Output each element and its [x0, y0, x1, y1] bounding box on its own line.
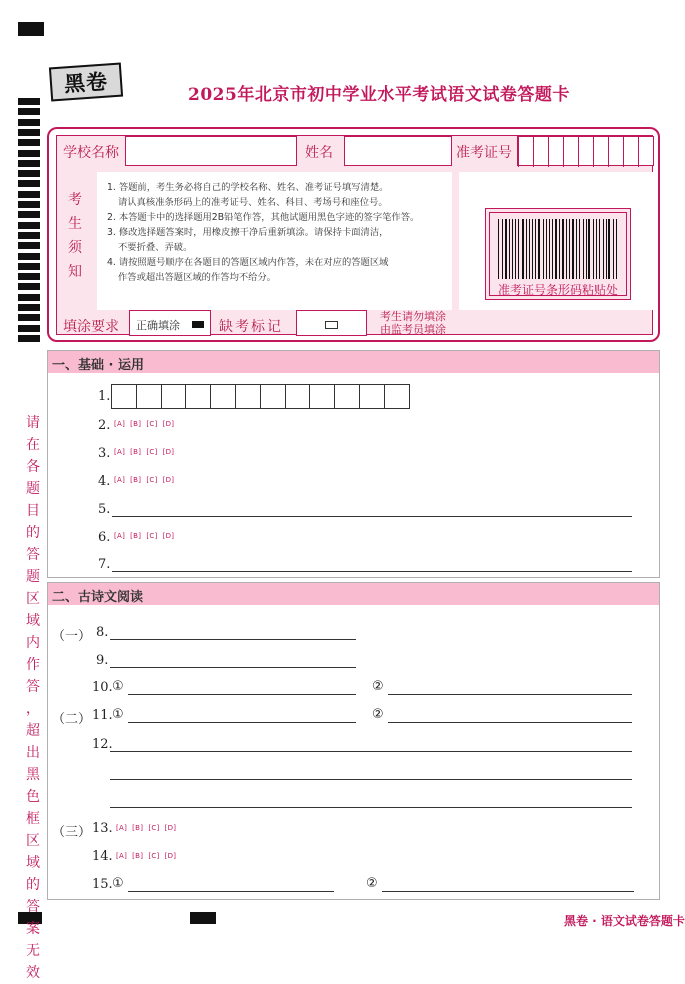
timing-mark [18, 170, 40, 177]
question-number: 7. [98, 557, 111, 572]
vertical-char: 色 [26, 789, 40, 805]
choice-options[interactable] [114, 532, 174, 540]
timing-mark [18, 191, 40, 198]
name-input[interactable] [344, 136, 452, 166]
vertical-char: 效 [26, 965, 40, 981]
exam-no-digit [518, 137, 533, 167]
grid-cell[interactable] [210, 384, 236, 409]
barcode-icon [498, 219, 618, 279]
vertical-char: 答 [26, 679, 40, 695]
barcode-bar [522, 219, 524, 279]
timing-mark [18, 211, 40, 218]
question-number: 6. [98, 530, 111, 545]
barcode-bar [529, 219, 530, 279]
barcode-bar [535, 219, 536, 279]
answer-line[interactable] [110, 779, 632, 780]
grid-cell[interactable] [161, 384, 187, 409]
timing-mark [18, 335, 40, 342]
barcode-sticker-zone [485, 208, 631, 300]
barcode-bar [583, 219, 584, 279]
vertical-char: 题 [26, 481, 40, 497]
vertical-char: 目 [26, 503, 40, 519]
choice-options[interactable] [114, 476, 174, 484]
circle-two: ② [372, 707, 384, 722]
timing-mark [18, 263, 40, 270]
footer-label: 黑卷 · 语文试卷答题卡 [564, 914, 685, 928]
proctor-note-line: 考生请勿填涂 [380, 310, 446, 323]
barcode-bar [549, 219, 550, 279]
barcode-bar [603, 219, 604, 279]
choice-d[interactable]: [D] [164, 852, 177, 860]
vertical-char: 生 [68, 216, 82, 232]
exam-no-digit [548, 137, 563, 167]
barcode-bar [509, 219, 510, 279]
vertical-char: 案 [26, 921, 40, 937]
choice-c[interactable]: [C] [146, 476, 158, 484]
circle-one: ① [112, 707, 124, 722]
timing-mark [18, 108, 40, 115]
choice-b[interactable]: [B] [130, 476, 142, 484]
circle-one: ① [112, 679, 124, 694]
school-input[interactable] [125, 136, 297, 166]
choice-b[interactable]: [B] [132, 852, 144, 860]
vertical-char: 黑 [26, 767, 40, 783]
barcode-bar [579, 219, 580, 279]
timing-mark [18, 139, 40, 146]
grid-cell[interactable] [136, 384, 162, 409]
choice-c[interactable]: [C] [148, 852, 160, 860]
exam-no-digit [608, 137, 623, 167]
instruction-line: 不要折叠、弄破。 [118, 242, 193, 253]
timing-mark [18, 98, 40, 105]
timing-mark [18, 304, 40, 311]
timing-mark [18, 314, 40, 321]
circle-two: ② [372, 679, 384, 694]
part-label: （一） [52, 629, 92, 644]
barcode-bar [559, 219, 560, 279]
instruction-line: 2. 本答题卡中的选择题用2B铅笔作答，其他试题用黑色字迹的签字笔作答。 [107, 212, 420, 223]
question-number: 1. [98, 389, 111, 404]
answer-line[interactable] [128, 722, 356, 723]
choice-options[interactable] [116, 852, 176, 860]
instruction-line: 4. 请按照题号顺序在各题目的答题区域内作答，未在对应的答题区域 [107, 257, 389, 268]
candidate-info-inner [56, 135, 653, 335]
vertical-char: 内 [26, 635, 40, 651]
vertical-char: 考 [68, 192, 82, 208]
barcode-bar [588, 219, 589, 279]
grid-cell[interactable] [334, 384, 360, 409]
section-basic-application [47, 350, 660, 578]
absent-mark-label: 缺考标记 [219, 319, 283, 335]
timing-mark [18, 201, 40, 208]
part-label: （三） [52, 825, 92, 840]
question-number: 15. [92, 877, 113, 892]
choice-b[interactable]: [B] [132, 824, 144, 832]
barcode-bar [532, 219, 533, 279]
exam-no-digit [533, 137, 548, 167]
answer-line[interactable] [388, 722, 632, 723]
timing-mark [18, 160, 40, 167]
school-label: 学校名称 [63, 145, 119, 161]
timing-mark [18, 253, 40, 260]
barcode-bar [543, 219, 544, 279]
barcode-bar [526, 219, 527, 279]
answer-line[interactable] [112, 516, 632, 517]
vertical-char: 的 [26, 877, 40, 893]
brand-logo: 黑卷 [49, 63, 123, 102]
correct-fill-cell [129, 310, 211, 336]
barcode-bar [515, 219, 516, 279]
fill-requirement-label: 填涂要求 [63, 319, 119, 335]
answer-line[interactable] [382, 891, 634, 892]
vertical-char: 无 [26, 943, 40, 959]
barcode-bar [608, 219, 610, 279]
timing-mark-bottom-center [190, 912, 216, 924]
vertical-char: 知 [68, 264, 82, 280]
question-number: 12. [92, 737, 113, 752]
answer-line[interactable] [388, 694, 632, 695]
choice-d[interactable]: [D] [162, 448, 175, 456]
barcode-bar [538, 219, 540, 279]
barcode-bar [616, 219, 617, 279]
page-title: 2025年北京市初中学业水平考试语文试卷答题卡 [188, 85, 570, 105]
choice-d[interactable]: [D] [162, 532, 175, 540]
vertical-char: 超 [26, 723, 40, 739]
exam-no-label: 准考证号 [456, 145, 512, 161]
question-number: 13. [92, 821, 113, 836]
timing-mark [18, 129, 40, 136]
exam-no-digit [593, 137, 608, 167]
vertical-char: 在 [26, 437, 40, 453]
grid-cell[interactable] [111, 384, 137, 409]
instructions-label [65, 188, 85, 284]
barcode-caption: 准考证号条形码粘贴处 [497, 283, 618, 297]
question-number: 4. [98, 474, 111, 489]
barcode-bar [505, 219, 507, 279]
side-warning [22, 412, 44, 984]
choice-options[interactable] [114, 420, 174, 428]
barcode-bar [512, 219, 513, 279]
vertical-char: 作 [26, 657, 40, 673]
barcode-area [459, 172, 654, 310]
barcode-bar [606, 219, 607, 279]
section-classical-reading [47, 582, 660, 900]
candidate-info-box [47, 127, 660, 342]
barcode-bar [566, 219, 567, 279]
question-number: 3. [98, 446, 111, 461]
proctor-note [369, 310, 457, 336]
filled-mark-icon [192, 321, 204, 328]
vertical-char: 答 [26, 899, 40, 915]
timing-mark [18, 180, 40, 187]
choice-d[interactable]: [D] [162, 420, 175, 428]
grid-cell[interactable] [309, 384, 335, 409]
barcode-bar [562, 219, 563, 279]
question-number: 8. [96, 625, 109, 640]
instructions-text [97, 172, 452, 310]
choice-b[interactable]: [B] [130, 448, 142, 456]
vertical-char: 请 [26, 415, 40, 431]
barcode-bar [569, 219, 570, 279]
question-number: 10. [92, 680, 113, 695]
barcode-bar [596, 219, 597, 279]
part-label: （二） [52, 712, 92, 727]
proctor-note-line: 由监考员填涂 [380, 323, 446, 336]
vertical-char: 须 [68, 240, 82, 256]
timing-mark [18, 150, 40, 157]
choice-c[interactable]: [C] [148, 824, 160, 832]
timing-mark [18, 242, 40, 249]
answer-grid[interactable] [112, 384, 410, 409]
grid-cell[interactable] [260, 384, 286, 409]
vertical-char: 题 [26, 569, 40, 585]
question-number: 2. [98, 418, 111, 433]
answer-line[interactable] [112, 571, 632, 572]
exam-no-digit [578, 137, 593, 167]
choice-options[interactable] [114, 448, 174, 456]
answer-line[interactable] [110, 667, 356, 668]
barcode-bar [599, 219, 600, 279]
choice-c[interactable]: [C] [146, 448, 158, 456]
circle-one: ① [112, 876, 124, 891]
barcode-bar [552, 219, 553, 279]
section-title: 二、古诗文阅读 [48, 583, 659, 605]
choice-a[interactable]: [A] [114, 476, 126, 484]
answer-line[interactable] [128, 694, 356, 695]
absent-mark-box[interactable] [325, 321, 338, 329]
barcode-bar [502, 219, 503, 279]
barcode-bar [586, 219, 587, 279]
vertical-char: 各 [26, 459, 40, 475]
vertical-char: 出 [26, 745, 40, 761]
choice-a[interactable]: [A] [114, 448, 126, 456]
grid-cell[interactable] [285, 384, 311, 409]
name-label: 姓名 [305, 145, 333, 161]
instruction-line: 1. 答题前，考生务必将自己的学校名称、姓名、准考证号填写清楚。 [107, 182, 389, 193]
question-number: 5. [98, 502, 111, 517]
exam-no-input[interactable] [517, 136, 654, 166]
vertical-char: 区 [26, 833, 40, 849]
answer-line[interactable] [110, 639, 356, 640]
answer-line[interactable] [128, 891, 334, 892]
vertical-char: 答 [26, 547, 40, 563]
choice-a[interactable]: [A] [114, 420, 126, 428]
instruction-line: 3. 修改选择题答案时，用橡皮擦干净后重新填涂。请保持卡面清洁， [107, 227, 389, 238]
grid-cell[interactable] [359, 384, 385, 409]
vertical-char: 的 [26, 525, 40, 541]
correct-fill-text: 正确填涂 [136, 319, 180, 332]
barcode-bar [546, 219, 547, 279]
instruction-line: 作答或超出答题区域的作答均不给分。 [118, 272, 277, 283]
choice-c[interactable]: [C] [146, 532, 158, 540]
timing-mark [18, 283, 40, 290]
vertical-char: 框 [26, 811, 40, 827]
grid-cell[interactable] [384, 384, 410, 409]
timing-mark [18, 119, 40, 126]
exam-no-digit [638, 137, 653, 167]
vertical-char: 区 [26, 591, 40, 607]
question-number: 9. [96, 653, 109, 668]
barcode-bar [593, 219, 595, 279]
timing-mark [18, 222, 40, 229]
barcode-bar [576, 219, 577, 279]
choice-d[interactable]: [D] [164, 824, 177, 832]
grid-cell[interactable] [235, 384, 261, 409]
barcode-bar [613, 219, 614, 279]
vertical-char: ， [26, 701, 40, 717]
question-number: 14. [92, 849, 113, 864]
timing-mark [18, 232, 40, 239]
answer-line[interactable] [110, 751, 632, 752]
choice-c[interactable]: [C] [146, 420, 158, 428]
vertical-char: 域 [26, 613, 40, 629]
choice-d[interactable]: [D] [162, 476, 175, 484]
choice-b[interactable]: [B] [130, 420, 142, 428]
choice-a[interactable]: [A] [116, 824, 128, 832]
answer-line[interactable] [110, 807, 632, 808]
choice-b[interactable]: [B] [130, 532, 142, 540]
choice-a[interactable]: [A] [116, 852, 128, 860]
exam-no-digit [563, 137, 578, 167]
timing-mark [18, 294, 40, 301]
barcode-bar [518, 219, 519, 279]
barcode-bar [498, 219, 499, 279]
timing-mark [18, 325, 40, 332]
section-title: 一、基础 · 运用 [48, 351, 659, 373]
choice-options[interactable] [116, 824, 176, 832]
grid-cell[interactable] [185, 384, 211, 409]
exam-no-digit [623, 137, 638, 167]
barcode-bar [555, 219, 557, 279]
instruction-line: 请认真核准条形码上的准考证号、姓名、科目、考场号和座位号。 [118, 197, 388, 208]
barcode-bar [572, 219, 574, 279]
timing-mark [18, 273, 40, 280]
choice-a[interactable]: [A] [114, 532, 126, 540]
question-number: 11. [92, 708, 113, 723]
vertical-char: 域 [26, 855, 40, 871]
absent-mark-cell [296, 310, 367, 336]
circle-two: ② [366, 876, 378, 891]
